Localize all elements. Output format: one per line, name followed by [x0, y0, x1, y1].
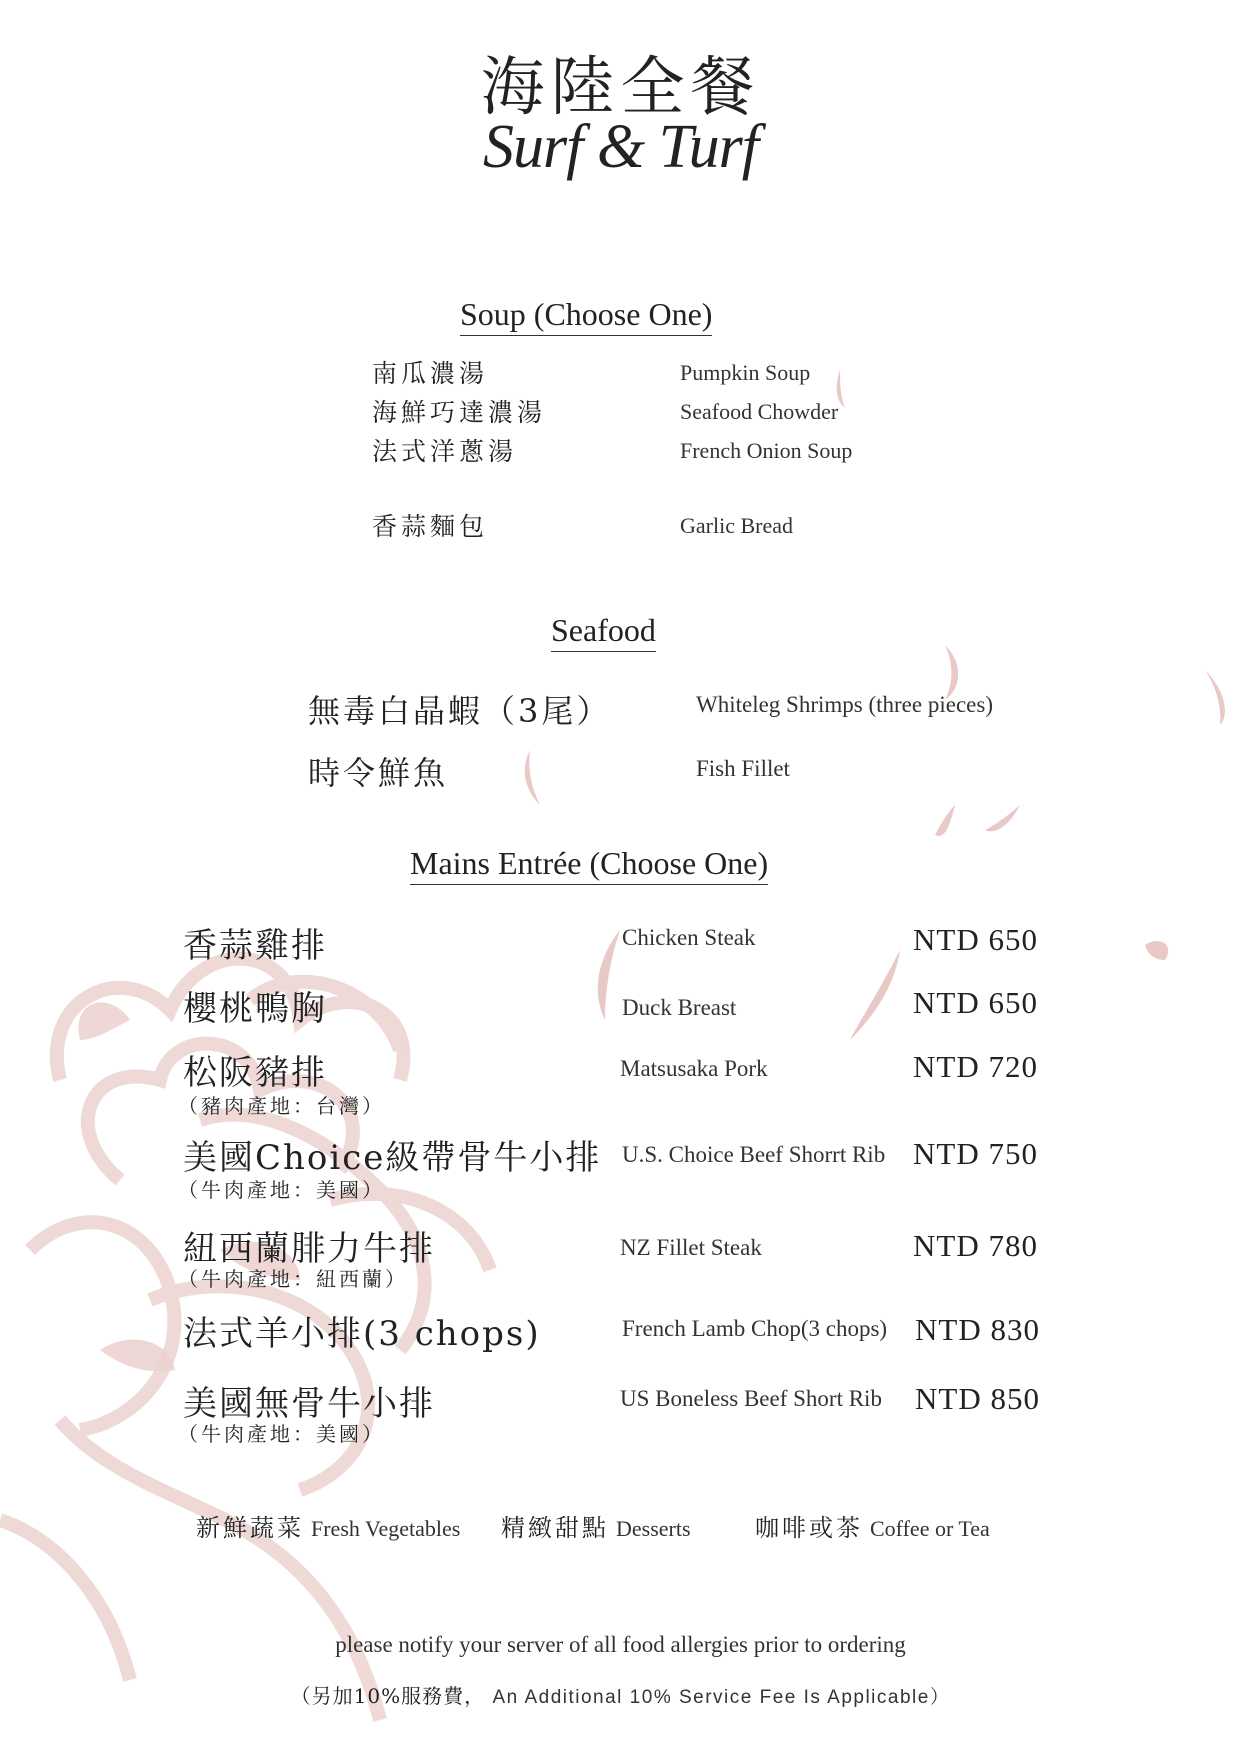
main-item-origin: （牛肉產地：紐西蘭） [178, 1267, 408, 1291]
allergy-notice: please notify your server of all food allergies prior to ordering [335, 1632, 906, 1657]
bread-name-en: Garlic Bread [680, 513, 793, 538]
bread-name-zh: 香蒜麵包 [372, 512, 489, 541]
soup-item-name-en: Seafood Chowder [680, 399, 839, 424]
main-item-price: NTD 720 [913, 1049, 1038, 1084]
main-item-name-en: Chicken Steak [622, 925, 756, 950]
side-item [196, 1508, 460, 1543]
main-item-price: NTD 650 [913, 922, 1038, 957]
main-item-origin: （牛肉產地：美國） [178, 1422, 385, 1446]
main-item-price: NTD 750 [913, 1136, 1038, 1171]
menu-title-english: Surf & Turf [483, 113, 758, 181]
main-item-price: NTD 850 [915, 1381, 1040, 1416]
main-item-name-zh: 美國Choice級帶骨牛小排 [183, 1138, 602, 1178]
service-fee-en: An Additional 10% Service Fee Is Applicable） [492, 1687, 951, 1708]
seafood-item-name-zh: 無毒白晶蝦（3尾） [308, 692, 612, 730]
seafood-section-heading: Seafood [551, 612, 656, 652]
main-item-name-zh: 松阪豬排 [183, 1053, 327, 1093]
main-item-name-zh: 櫻桃鴨胸 [183, 989, 327, 1029]
service-fee-zh: （另加10%服務費， [290, 1684, 486, 1708]
soup-item-name-en: Pumpkin Soup [680, 360, 811, 385]
main-item-origin: （豬肉產地：台灣） [178, 1094, 385, 1118]
side-item-name-zh: 精緻甜點 [501, 1514, 609, 1542]
seafood-item-name-en: Whiteleg Shrimps (three pieces) [696, 692, 993, 717]
main-item-name-zh: 紐西蘭腓力牛排 [183, 1229, 435, 1269]
main-item-name-zh: 美國無骨牛小排 [183, 1384, 435, 1424]
main-item-name-en: US Boneless Beef Short Rib [620, 1386, 882, 1411]
main-item-name-en: NZ Fillet Steak [620, 1235, 762, 1260]
main-item-name-en: Matsusaka Pork [620, 1056, 768, 1081]
main-item-price: NTD 780 [913, 1228, 1038, 1263]
main-item-name-en: Duck Breast [622, 995, 737, 1020]
main-item-name-en: French Lamb Chop(3 chops) [622, 1316, 888, 1341]
side-item-name-en: Coffee or Tea [870, 1516, 990, 1541]
seafood-item-name-en: Fish Fillet [696, 756, 790, 781]
soup-item-name-en: French Onion Soup [680, 438, 853, 463]
main-item-origin: （牛肉產地：美國） [178, 1178, 385, 1202]
service-fee-notice [0, 1680, 1241, 1709]
soup-item-name-zh: 海鮮巧達濃湯 [372, 398, 547, 427]
mains-section-heading: Mains Entrée (Choose One) [410, 845, 768, 885]
menu-title-chinese: 海陸全餐 [480, 51, 761, 125]
main-item-name-en: U.S. Choice Beef Shorrt Rib [622, 1142, 886, 1167]
main-item-name-zh: 法式羊小排(3 chops) [183, 1314, 541, 1354]
side-item-name-zh: 咖啡或茶 [755, 1514, 863, 1542]
side-item-name-en: Fresh Vegetables [311, 1516, 461, 1541]
soup-item-name-zh: 南瓜濃湯 [372, 359, 489, 388]
seafood-item-name-zh: 時令鮮魚 [308, 754, 449, 792]
soup-section-heading: Soup (Choose One) [460, 296, 712, 336]
soup-item-name-zh: 法式洋蔥湯 [372, 437, 518, 466]
main-item-price: NTD 650 [913, 985, 1038, 1020]
main-item-name-zh: 香蒜雞排 [183, 926, 327, 966]
side-item [501, 1508, 691, 1543]
side-item-name-en: Desserts [616, 1516, 691, 1541]
side-item-name-zh: 新鮮蔬菜 [196, 1514, 304, 1542]
side-item [755, 1508, 990, 1543]
main-item-price: NTD 830 [915, 1312, 1040, 1347]
